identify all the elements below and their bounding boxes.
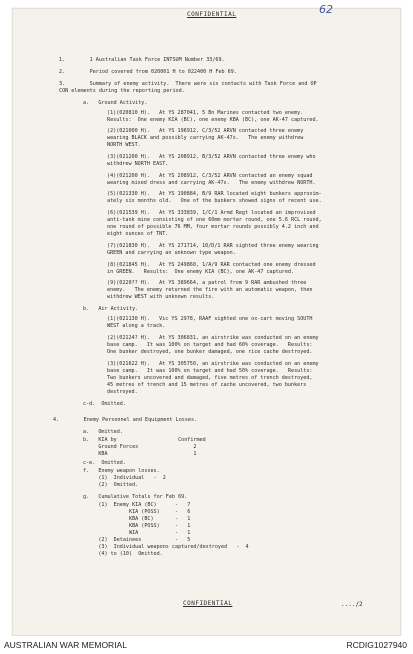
text-line: ately six months old. One of the bunkers showed signs of recent use.: [107, 198, 322, 204]
document-page: [12, 3, 401, 636]
text-line: KBA (BC) - 1: [83, 516, 191, 522]
text-line: 4. Enemy Personnel and Equipment Losses.: [53, 417, 198, 423]
text-line: g. Cumulative Totals for Feb 69.: [83, 494, 188, 500]
text-line: (7)(021830 H). At YS 271714, 10/D/1 RAR sighted three enemy wearing: [107, 243, 319, 249]
text-line: (1) Enemy KIA (BC) - 7: [83, 502, 191, 508]
text-line: (1)(020810 H). At YS 287041, 5 Bn Marines contacted two enemy.: [107, 110, 304, 116]
text-line: anti-tank mine consisting of one 60mm mortar round, one 5.6 RCL round,: [107, 217, 322, 223]
archive-footer: [0, 636, 413, 654]
text-line: (1) Individual - 2: [83, 475, 166, 481]
text-line: wearing mixed dress and carrying AK-47s. The enemy withdrew NORTH.: [107, 180, 316, 186]
text-line: enemy. The enemy returned the fire with an automatic weapon, then: [107, 287, 313, 293]
text-line: (2) Omitted.: [83, 482, 139, 488]
text-line: (5)(021330 H). At YS 190884, B/9 RAR located eight bunkers approxim-: [107, 191, 322, 197]
text-line: Two bunkers uncovered and damaged, five metres of trench destroyed,: [107, 375, 313, 381]
text-line: One bunker destroyed, one bunker damaged, one rice cache destroyed.: [107, 349, 313, 355]
text-line: WIA - 1: [83, 530, 191, 536]
handwritten-page-number: 62: [319, 3, 333, 16]
text-line: one round of possible 76 MM, four mortar rounds possibly 4.2 inch and: [107, 224, 319, 230]
text-line: b. Air Activity.: [83, 306, 139, 312]
classification-top: CONFIDENTIAL: [187, 11, 237, 18]
text-line: base camp. It was 100% on target and had 50% coverage. Results:: [107, 368, 313, 374]
text-line: 2. Period covered from 020001 H to 022400 H Feb 69.: [59, 69, 237, 75]
text-line: (9)(0220?? H). At YS 389664, a patrol from 9 RAR ambushed three: [107, 280, 307, 286]
text-line: 3. Summary of enemy activity. There were six contacts with Task Force and OP: [59, 81, 317, 87]
text-line: WEST along a track.: [107, 323, 166, 329]
text-line: KBA (POSS) - 1: [83, 523, 191, 529]
text-line: (8)(021845 H). At YS 249860, 1/A/9 RAR contacted one enemy dressed: [107, 262, 316, 268]
classification-bottom: CONFIDENTIAL: [183, 600, 233, 607]
footer-institution: AUSTRALIAN WAR MEMORIAL: [4, 640, 127, 650]
text-line: KBA 1: [83, 451, 197, 457]
text-line: in GREEN. Results: One enemy KIA (BC), one AK-47 captured.: [107, 269, 295, 275]
text-line: NORTH WEST.: [107, 142, 141, 148]
text-line: Ground Forces 2: [83, 444, 197, 450]
text-line: (2) Detainees - 5: [83, 537, 191, 543]
text-line: a. Ground Activity.: [83, 100, 148, 106]
text-line: (4)(021200 H). At YS 208912, C/3/52 ARVN contacted an enemy squad: [107, 173, 313, 179]
text-line: (3)(021200 H). At YS 208912, B/3/52 ARVN contacted three enemy who: [107, 154, 316, 160]
text-line: eight ounces of TNT.: [107, 231, 169, 237]
text-line: destroyed.: [107, 389, 138, 395]
text-line: (4) to (10) Omitted.: [83, 551, 163, 557]
text-line: (1)(021130 H). Vic YS 2978, RAAF sighted one ox-cart moving SOUTH: [107, 316, 313, 322]
text-line: b. KIA by Confirmed: [83, 437, 206, 443]
text-line: CON elements during the reporting period.: [59, 88, 185, 94]
text-line: (2)(02124? H). At YS 306831, an airstrike was conducted on an enemy: [107, 335, 319, 341]
text-line: c-e. Omitted.: [83, 460, 126, 466]
text-line: Results: One enemy KIA (BC), one enemy KBA (BC), one AK-47 captured.: [107, 117, 319, 123]
text-line: KIA (POSS) - 6: [83, 509, 191, 515]
text-line: base camp. It was 100% on target and had 60% coverage. Results:: [107, 342, 313, 348]
text-line: 1. 1 Australian Task Force INTSUM Number 33/69.: [59, 57, 225, 63]
text-line: (3) Individual weapons captured/destroyed - 4: [83, 544, 249, 550]
continuation-mark: ..../2: [341, 601, 363, 608]
text-line: (2)(021000 H). At YS 196912, C/3/52 ARVN contacted three enemy: [107, 128, 304, 134]
text-line: (3)(021622 H). At YS 305750, an airstrike was conducted on an enemy: [107, 361, 319, 367]
text-line: withdrew NORTH EAST.: [107, 161, 169, 167]
text-line: wearing BLACK and possibly carrying AK-47s. The enemy withdrew: [107, 135, 304, 141]
text-line: GREEN and carrying an unknown type weapon.: [107, 250, 236, 256]
footer-reference: RCDIG1027940: [346, 640, 407, 650]
text-line: withdrew WEST with unknown results.: [107, 294, 215, 300]
text-line: a. Omitted.: [83, 429, 123, 435]
text-line: f. Enemy weapon losses.: [83, 468, 160, 474]
text-line: c-d. Omitted.: [83, 401, 126, 407]
text-line: 45 metres of trench and 15 metres of cache uncovered, two bunkers: [107, 382, 307, 388]
text-line: (6)(021539 H). At YS 333839, 1/C/1 Armd Regt located an improvised: [107, 210, 316, 216]
